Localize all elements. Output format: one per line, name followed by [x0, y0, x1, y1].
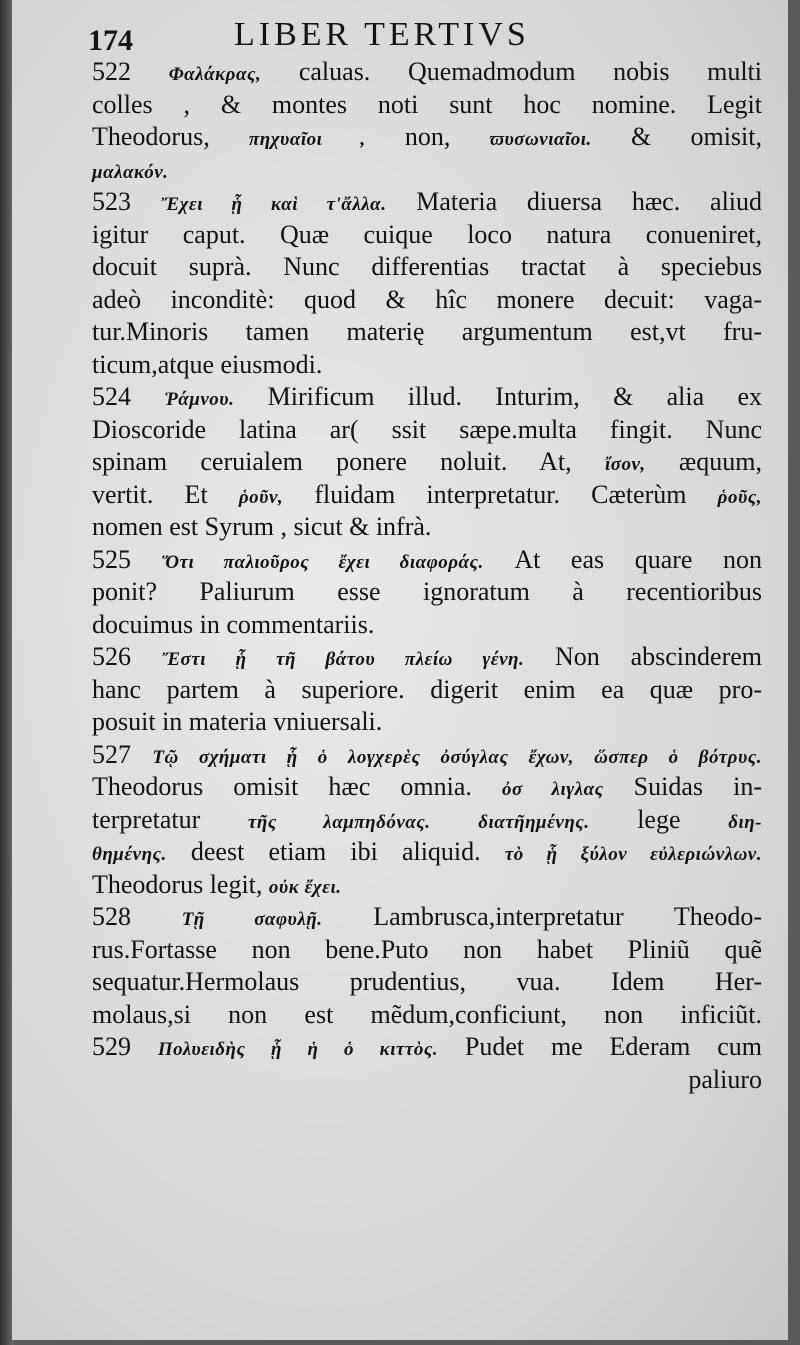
- greek-lemma: Φαλάκρας,: [168, 64, 262, 85]
- latin-text: 527: [92, 739, 153, 769]
- latin-text: igitur caput. Quæ cuique loco natura conueniret,: [92, 219, 762, 249]
- text-line: [92, 381, 762, 414]
- running-head: LIBER TERTIVS: [234, 16, 530, 53]
- latin-text: posuit in materia vniuersali.: [92, 707, 383, 736]
- latin-text: docuimus in commentariis.: [92, 609, 375, 639]
- latin-text: deest etiam ibi aliquid.: [166, 837, 505, 866]
- greek-lemma: Ἔχει ᾗ καὶ τ'ἄλλα.: [160, 194, 387, 215]
- latin-text: caluas. Quemadmodum nobis multi: [261, 57, 763, 86]
- latin-text: colles , & montes noti sunt hoc nomine. Legit: [92, 89, 762, 119]
- text-line: [92, 414, 762, 447]
- greek-lemma: Τῇ σαφυλῇ.: [181, 909, 323, 930]
- latin-text: Non abscinderem: [524, 642, 762, 671]
- latin-text: Materia diuersa hæc. aliud: [386, 187, 763, 216]
- greek-lemma: ϖυσωνιαῖοι.: [489, 129, 592, 150]
- latin-text: hanc partem à superiore. digerit enim ea quæ pro-: [92, 674, 762, 704]
- text-line: [92, 609, 762, 642]
- greek-lemma: Πολυειδὴς ᾗ ἡ ὁ κιττὸς.: [157, 1039, 439, 1060]
- latin-text: lege: [589, 804, 729, 834]
- greek-lemma: ὀσ λιγλας: [501, 779, 604, 800]
- text-line: [92, 251, 762, 284]
- latin-text: molaus,si non est mẽdum,conficiunt, non inficiũt.: [92, 999, 762, 1029]
- latin-text: 528: [92, 902, 182, 931]
- greek-lemma: διατῆημένης.: [478, 811, 590, 833]
- latin-text: Lambrusca,interpretatur Theodo-: [322, 902, 762, 931]
- greek-lemma: μαλακόν.: [92, 161, 169, 183]
- latin-text: vertit. Et: [92, 479, 239, 509]
- latin-text: 523: [92, 187, 161, 216]
- latin-text: Theodorus,: [92, 122, 249, 151]
- latin-text: 526: [92, 642, 162, 671]
- text-line: [92, 836, 762, 869]
- text-line: [92, 511, 762, 544]
- latin-text: ponit? Paliurum esse ignoratum à recentioribus: [92, 577, 762, 606]
- greek-lemma: Τῷ σχήματι ᾗ ὁ λογχερὲς ὀσύγλας ἔχων, ὥσπερ ὁ βότρυς.: [152, 746, 762, 768]
- text-line: [92, 446, 762, 479]
- latin-text: terpretatur: [92, 804, 248, 834]
- greek-lemma: ῥοῦς,: [717, 486, 762, 508]
- greek-lemma: θημένης.: [92, 844, 167, 865]
- greek-lemma: διη-: [728, 811, 762, 833]
- greek-lemma: οὐκ ἔχει.: [268, 876, 342, 898]
- greek-lemma: ῥοῦν,: [238, 486, 284, 508]
- book-page: [12, 0, 788, 1340]
- text-line: [92, 479, 762, 512]
- text-line: [92, 706, 762, 739]
- page-number: 174: [88, 24, 133, 57]
- latin-text: 522: [92, 57, 169, 86]
- latin-text: tur.Minoris tamen materię argumentum est,vt fru-: [92, 317, 762, 346]
- body-text: [92, 56, 762, 1096]
- text-line: [92, 771, 762, 804]
- latin-text: spinam ceruialem ponere noluit. At,: [92, 447, 605, 476]
- text-line: [92, 349, 762, 382]
- greek-lemma: ἴσον,: [604, 454, 646, 475]
- latin-text: sequatur.Hermolaus prudentius, vua. Idem Her-: [92, 967, 762, 996]
- latin-text: Dioscoride latina ar( ssit sæpe.multa fingit. Nunc: [92, 414, 762, 444]
- latin-text: 529: [92, 1032, 158, 1061]
- text-line: [92, 934, 762, 967]
- latin-text: Theodorus omisit hæc omnia.: [92, 772, 502, 801]
- latin-text: & omisit,: [591, 122, 762, 151]
- text-line: [92, 154, 762, 187]
- latin-text: Suidas in-: [603, 772, 762, 801]
- text-line: [92, 739, 762, 772]
- latin-text: ticum,atque eiusmodi.: [92, 349, 323, 379]
- latin-text: æquum,: [645, 447, 762, 476]
- latin-text: At eas quare non: [483, 544, 763, 574]
- latin-text: Mirificum illud. Inturim, & alia ex: [234, 382, 762, 411]
- latin-text: fluidam interpretatur. Cæterùm: [283, 479, 718, 509]
- latin-text: nomen est Syrum , sicut & infrà.: [92, 512, 432, 541]
- text-line: [92, 1031, 762, 1064]
- latin-text: Pudet me Ederam cum: [438, 1032, 762, 1061]
- latin-text: 524: [92, 382, 165, 411]
- text-line: [92, 284, 762, 317]
- greek-lemma: πηχυαῖοι ,: [248, 129, 366, 150]
- text-line: [92, 544, 762, 577]
- greek-lemma: Ὅτι παλιοῦρος ἔχει διαφοράς.: [161, 551, 484, 573]
- text-line: [92, 674, 762, 707]
- greek-lemma: τῆς λαμπηδόνας.: [247, 811, 431, 833]
- text-line: [92, 966, 762, 999]
- text-line: [92, 1064, 762, 1097]
- text-line: [92, 804, 762, 837]
- latin-text: Theodorus legit,: [92, 869, 269, 899]
- page-header: [12, 14, 788, 58]
- text-line: [92, 576, 762, 609]
- latin-text: 525: [92, 544, 162, 574]
- text-line: [92, 121, 762, 154]
- text-line: [92, 89, 762, 122]
- text-line: [92, 219, 762, 252]
- latin-text: non,: [365, 122, 490, 151]
- greek-lemma: Ἔστι ᾗ τῆ βάτου πλείω γένη.: [161, 649, 525, 670]
- latin-text: rus.Fortasse non bene.Puto non habet Pliniũ quẽ: [92, 934, 762, 964]
- latin-text: adeò inconditè: quod & hîc monere decuit: vaga-: [92, 284, 762, 314]
- text-line: [92, 56, 762, 89]
- greek-lemma: Ῥάμνου.: [164, 389, 235, 410]
- text-line: [92, 869, 762, 902]
- latin-text: docuit suprà. Nunc differentias tractat à speciebus: [92, 252, 762, 281]
- text-line: [92, 901, 762, 934]
- text-line: [92, 316, 762, 349]
- text-line: [92, 641, 762, 674]
- text-line: [92, 999, 762, 1032]
- greek-lemma: τὸ ᾗ ξύλον εὐλεριώνλων.: [504, 844, 762, 865]
- text-line: [92, 186, 762, 219]
- latin-text: [431, 805, 479, 834]
- latin-text: paliuro: [688, 1064, 762, 1094]
